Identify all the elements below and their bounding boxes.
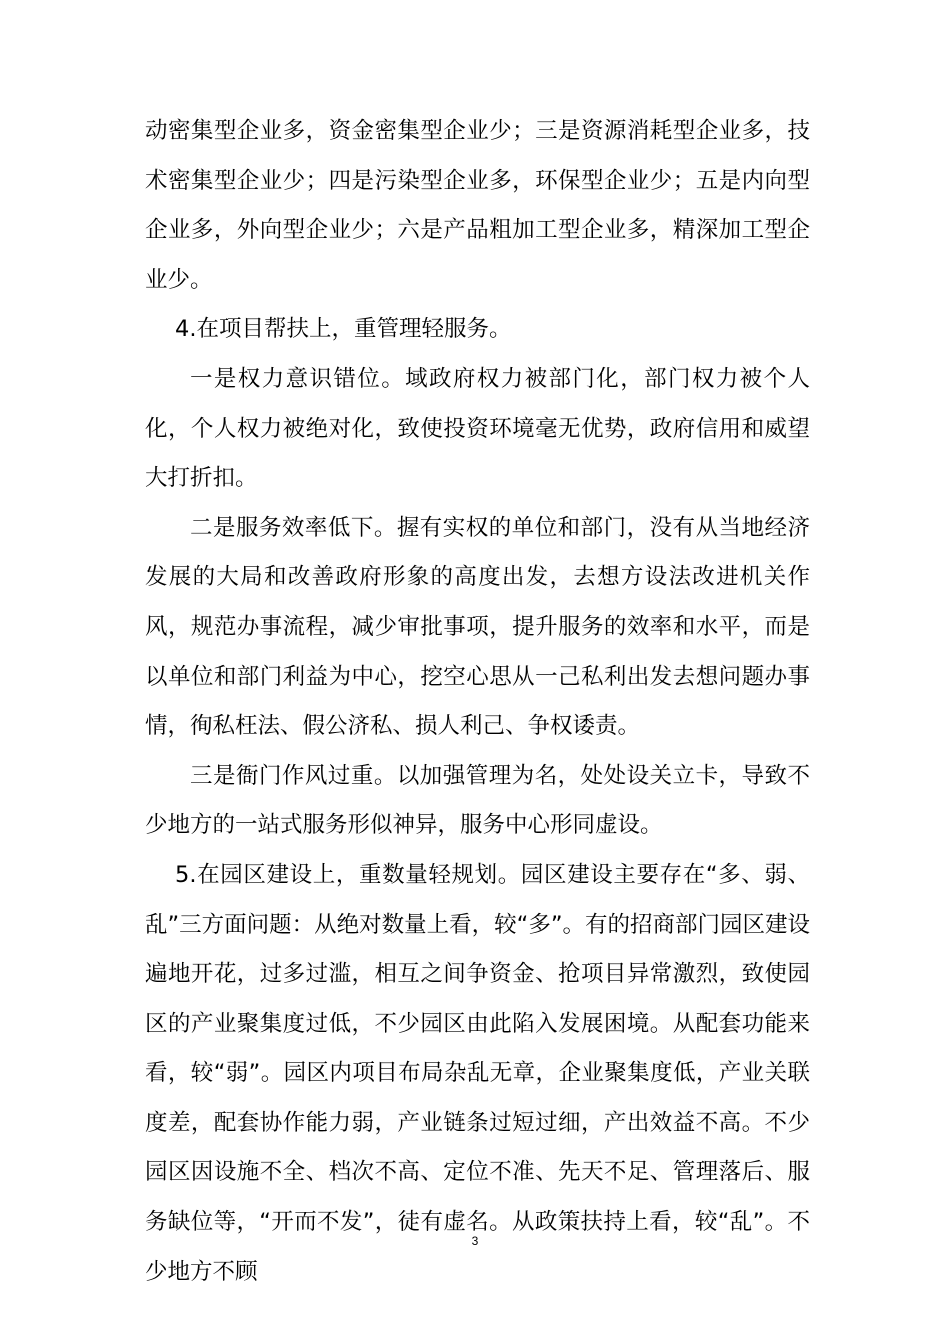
paragraph-continuation: 动密集型企业多，资金密集型企业少；三是资源消耗型企业多，技术密集型企业少；四是污染型企业多，环保型企业少；五是内向型企业多，外向型企业少；六是产品粗加工型企业多，精深加工型企业少。 bbox=[145, 118, 810, 293]
paragraph-service-efficiency: 二是服务效率低下。握有实权的单位和部门，没有从当地经济发展的大局和改善政府形象的高度出发，去想方设法改进机关作风，规范办事流程，减少审批事项，提升服务的效率和水平，而是以单位和部门利益为中心，挖空心思从一己私利出发去想问题办事情，徇私枉法、假公济私、损人利己、争权诿责。 bbox=[145, 514, 810, 740]
paragraph-power-awareness: 一是权力意识错位。域政府权力被部门化，部门权力被个人化，个人权力被绝对化，致使投资环境毫无优势，政府信用和威望大打折扣。 bbox=[145, 365, 810, 492]
page-number: 3 bbox=[471, 1234, 479, 1248]
section-heading-4: 4.在项目帮扶上，重管理轻服务。 bbox=[175, 316, 512, 343]
section-heading-5-paragraph: 5.在园区建设上，重数量轻规划。园区建设主要存在“多、弱、乱”三方面问题：从绝对数量上看，较“多”。有的招商部门园区建设遍地开花，过多过滥，相互之间争资金、抢项目异常激烈，致使园区的产业聚集度过低，不少园区由此陷入发展困境。从配套功能来看，较“弱”。园区内项目布局杂乱无章，企业聚集度低，产业关联度差，配套协作能力弱，产业链条过短过细，产出效益不高。不少园区因设施不全、档次不高、定位不准、先天不足、管理落后、服务缺位等，“开而不发”，徒有虚名。从政策扶持上看，较“乱”。不少地方不顾 bbox=[145, 861, 810, 1285]
document-body bbox=[145, 107, 810, 1297]
paragraph-bureaucratic-style: 三是衙门作风过重。以加强管理为名，处处设关立卡，导致不少地方的一站式服务形似神异，服务中心形同虚设。 bbox=[145, 762, 810, 839]
